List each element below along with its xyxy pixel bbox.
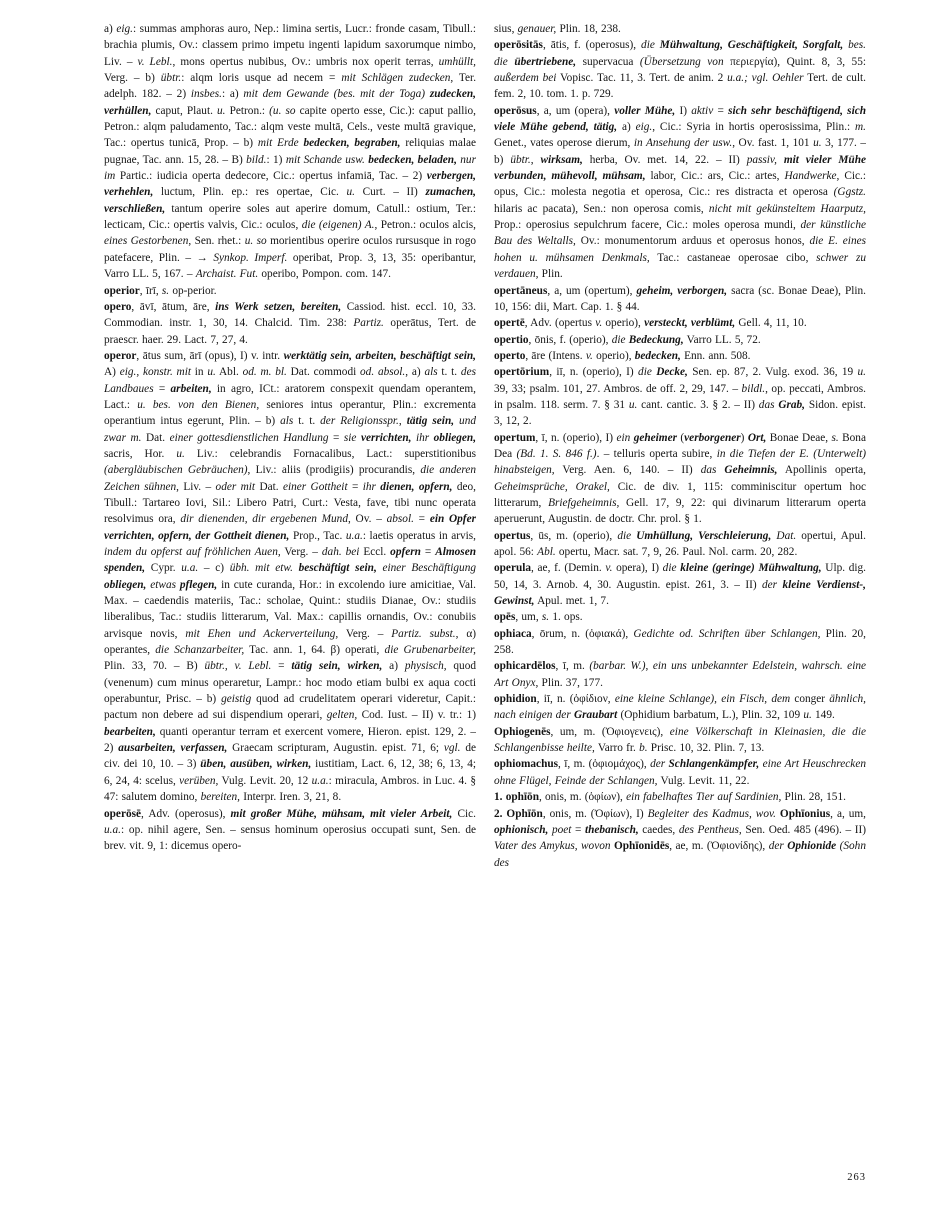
dictionary-entry: operula, ae, f. (Demin. v. opera), I) die kleine (geringe) Mühwaltung, Ulp. dig. 50, 14, 3. Arnob. 4, 30. Augustin. epist. 261, 3. – II) der kleine Verdienst-, Gewinst, Apul. met. 1, 7.: [494, 562, 866, 608]
dictionary-entry: operōsus, a, um (opera), voller Mühe, I) aktiv = sich sehr beschäftigend, sich viele Mühe gebend, tätig, a) eig., Cic.: Syria in hortis operosissima, Plin.: m. Genet., vates operose dierum, in Ansehung der usw., Ov. fast. 1, 101 u. 3, 177. – b) übtr., wirksam, herba, Ov. met. 14, 22. – II) passiv, mit vieler Mühe verbunden, mühevoll, mühsam, labor, Cic.: ars, Cic.: artes, Handwerke, Cic.: opus, Cic.: molesta negotia et operosa, Cic.: res distracta et operosa (Ggstz. hilaris ac pacata), Sen.: non operosa comis, nicht mit gekünsteltem Haarputz, Prop.: operosius sepulchrum facere, Cic.: moles operosa mundi, der künstliche Bau des Weltalls, Ov.: monumentorum arduus et operosus honos, die E. eines hohen u. mühsamen Denkmals, Tac.: castaneae operosae cibo, schwer zu verdauen, Plin.: [494, 104, 866, 281]
dictionary-entry: 1. ophīōn, onis, m. (ὀφίων), ein fabelhaftes Tier auf Sardinien, Plin. 28, 151.: [494, 791, 846, 804]
dictionary-entry: 2. Ophīōn, onis, m. (Ὀφίων), I) Begleiter des Kadmus, wov. Ophīonius, a, um, ophionisch, poet = thebanisch, caedes, des Pentheus, Sen. Oed. 485 (496). – II) Vater des Amykus, wovon Ophīonidēs, ae, m. (Ὀφιονίδης), der Ophionide (Sohn des: [494, 807, 866, 869]
dictionary-entry: ophiaca, ōrum, n. (ὀφιακά), Gedichte od. Schriften über Schlangen, Plin. 20, 258.: [494, 627, 866, 657]
dictionary-entry: ophiomachus, ī, m. (ὀφιομάχος), der Schlangenkämpfer, eine Art Heuschrecken ohne Flügel, Feinde der Schlangen, Vulg. Levit. 11, 22.: [494, 758, 866, 787]
dictionary-entry: opertāneus, a, um (opertum), geheim, verborgen, sacra (sc. Bonae Deae), Plin. 10, 156: dii, Mart. Cap. 1. § 44.: [494, 284, 866, 313]
dictionary-entry: operior, īrī, s. op-perior.: [104, 284, 217, 297]
right-column: [494, 21, 866, 1173]
dictionary-entry: opertē, Adv. (opertus v. operio), versteckt, verblümt, Gell. 4, 11, 10.: [494, 317, 807, 330]
dictionary-entry: operōsitās, ātis, f. (operosus), die Mühwaltung, Geschäftigkeit, Sorgfalt, bes. die übertriebene, supervacua (Übersetzung von περιεργία), Quint. 8, 3, 55: außerdem bei Vopisc. Tac. 11, 3. Tert. de anim. 2 u.a.; vgl. Oehler Tert. de cult. fem. 2, 10. tom. 1. p. 729.: [494, 39, 866, 101]
dictionary-entry: opēs, um, s. 1. ops.: [494, 611, 583, 624]
dictionary-entry: opertōrium, iī, n. (operio), I) die Decke, Sen. ep. 87, 2. Vulg. exod. 36, 19 u. 39, 33; psalm. 101, 27. Ambros. de off. 2, 29, 147. – bildl., op. peccati, Ambros. in psalm. 118. serm. 7. § 31 u. cant. cantic. 3. § 2. – II) das Grab, Sidon. epist. 3, 12, 2.: [494, 366, 866, 428]
dictionary-entry: operor, ātus sum, ārī (opus), I) v. intr. werktätig sein, arbeiten, beschäftigt sein, A) eig., konstr. mit in u. Abl. od. m. bl. Dat. commodi od. absol., a) als t. t. des Landbaues = arbeiten, in agro, ICt.: aratorem conspexit quendam operantem, Lact.: u. bes. von den Bienen, seniores intus operantur, Plin.: excrementa operantium intus egerunt, Plin. – b) als t. t. der Religionsspr., tätig sein, und zwar m. Dat. einer gottesdienstlichen Handlung = sie verrichten, ihr obliegen, sacris, Hor. u. Liv.: celebrandis Fornacalibus, Lact.: superstitionibus (abergläubischen Gebräuchen), Liv.: aliis (prodigiis) procurandis, die anderen Zeichen sühnen, Liv. – oder mit Dat. einer Gottheit = ihr dienen, opfern, deo, Tibull.: Tartareo Iovi, Sil.: Libero Patri, Curt.: Vesta, fave, tibi nunc operata resolvimus ora, dir dienenden, dir ergebenen Mund, Ov. – absol. = ein Opfer verrichten, opfern, der Gottheit dienen, Prop., Tac. u.a.: laetis operatus in arvis, indem du opferst auf fröhlichen Auen, Verg. – dah. bei Eccl. opfern = Almosen spenden, Cypr. u.a. – c) übh. mit etw. beschäftigt sein, einer Beschäftigung obliegen, etwas pflegen, in cute curanda, Hor.: in excolendo iure amicitiae, Val. Max. – caedendis materiis, Tac.: scholae, Quint.: studiis Dianae, Ov.: studiis liberalibus, Tac.: studiis litterarum, Val. Max.: capillis ornandis, Ov.: conubiis arvisque novis, mit Ehen und Ackerverteilung, Verg. – Partiz. subst., α) operantes, die Schanzarbeiter, Tac. ann. 1, 64. β) operati, die Grubenarbeiter, Plin. 33, 70. – B) übtr., v. Lebl. = tätig sein, wirken, a) physisch, quod (venenum) cum minus operaretur, Lampr.: hoc modo etiam bulbi ex aqua cocti operabuntur, Prisc. – b) geistig quod ad crudelitatem operari videretur, Capit.: pactum non debere ad sui dispendium operari, gelten, Cod. Iust. – II) v. tr.: 1) bearbeiten, quanti operantur terram et exercent vomere, Hieron. epist. 129, 2. – 2) ausarbeiten, verfassen, Graecam scripturam, Augustin. epist. 71, 6; vgl. de civ. dei 10, 10. – 3) üben, ausüben, wirken, iustitiam, Lact. 6, 12, 38; 6, 13, 4; 6, 24, 4: scelus, verüben, Vulg. Levit. 20, 12 u.a.: miracula, Ambros. in Luc. 4. § 47: salutem domino, bereiten, Interpr. Iren. 3, 21, 8.: [104, 349, 476, 804]
dictionary-entry: sius, genauer, Plin. 18, 238.: [494, 23, 621, 35]
page-number: 263: [847, 1172, 866, 1183]
dictionary-entry: a) eig.: summas amphoras auro, Nep.: limina sertis, Lucr.: fronde casam, Tibull.: brachia plumis, Ov.: classem primo impetu ingenti lapidum saxorumque nimbo, Liv. – v. Lebl., mons opertus nubibus, Ov.: umbris nox operit terras, umhüllt, Verg. – b) übtr.: alqm loris usque ad necem = mit Schlägen zudecken, Ter. adelph. 182. – 2) insbes.: a) mit dem Gewande (bes. mit der Toga) zudecken, verhüllen, caput, Plaut. u. Petron.: (u. so capite operto esse, Cic.): caput pallio, Petron.: alqm paludamento, Tac.: alqm veste multā, Cels., veste multā gravique, Tac.: opertus tunicā, Prop. – b) mit Erde bedecken, begraben, reliquias malae pugnae, Tac. ann. 15, 28. – B) bild.: 1) mit Schande usw. bedecken, beladen, nur im Partic.: iudicia operta dedecore, Cic.: opertus infamiā, Tac. – 2) verbergen, verhehlen, luctum, Plin. ep.: res opertae, Cic. u. Curt. – II) zumachen, verschließen, tantum operire soles aut aperire domum, Catull.: ostium, Ter.: lecticam, Cic.: opertis valvis, Cic.: oculos, die (eigenen) A., Petron.: oculos alcis, eines Gestorbenen, Sen. rhet.: u. so morientibus operire oculos rursusque in rogo patefacere, Plin. – → Synkop. Imperf. operibat, Prop. 3, 13, 35: operibantur, Varro LL. 5, 167. – Archaist. Fut. operibo, Pompon. com. 147.: [104, 23, 476, 281]
dictionary-entry: ophidion, iī, n. (ὀφίδιον, eine kleine Schlange), ein Fisch, dem conger ähnlich, nach einigen der Graubart (Ophidium barbatum, L.), Plin. 32, 109 u. 149.: [494, 693, 866, 722]
dictionary-entry: opertio, ōnis, f. (operio), die Bedeckung, Varro LL. 5, 72.: [494, 333, 761, 346]
dictionary-entry: ophicardēlos, ī, m. (barbar. W.), ein uns unbekannter Edelstein, wahrsch. eine Art Onyx, Plin. 37, 177.: [494, 660, 866, 689]
dictionary-entry: operto, āre (Intens. v. operio), bedecken, Enn. ann. 508.: [494, 349, 751, 362]
dictionary-entry: operōsē, Adv. (operosus), mit großer Mühe, mühsam, mit vieler Arbeit, Cic. u.a.: op. nihil agere, Sen. – sensus hominum operosius occupati sunt, Sen. de brev. vit. 9, 1: dicemus opero-: [104, 807, 476, 853]
page-content: [104, 21, 866, 1173]
dictionary-entry: opertum, ī, n. (operio), I) ein geheimer (verborgener) Ort, Bonae Deae, s. Bona Dea (Bd. 1. S. 846 f.). – telluris operta subire, in die Tiefen der E. (Unterwelt) hinabsteigen, Verg. Aen. 6, 140. – II) das Geheimnis, Apollinis operta, Geheimsprüche, Orakel, Cic. de div. 1, 115: comminiscitur opertum hoc litterarum, Briefgeheimnis, Gell. 17, 9, 22: qui divinarum litterarum operta aperuerunt, Augustin. de doctr. Chr. prol. § 1.: [494, 431, 866, 526]
dictionary-entry: Ophiogenēs, um, m. (Ὀφιογενεις), eine Völkerschaft in Kleinasien, die die Schlangenbisse heilte, Varro fr. b. Prisc. 10, 32. Plin. 7, 13.: [494, 725, 866, 755]
left-column: [104, 21, 476, 1173]
dictionary-entry: opero, āvī, ātum, āre, ins Werk setzen, bereiten, Cassiod. hist. eccl. 10, 33. Commodian. instr. 1, 30, 14. Chalcid. Tim. 238: Partiz. operātus, Tert. de praescr. haer. 29. Lact. 7, 27, 4.: [104, 300, 476, 346]
dictionary-entry: opertus, ūs, m. (operio), die Umhüllung, Verschleierung, Dat. opertui, Apul. apol. 56: Abl. opertu, Macr. sat. 7, 9, 26. Paul. Nol. carm. 20, 282.: [494, 529, 866, 558]
